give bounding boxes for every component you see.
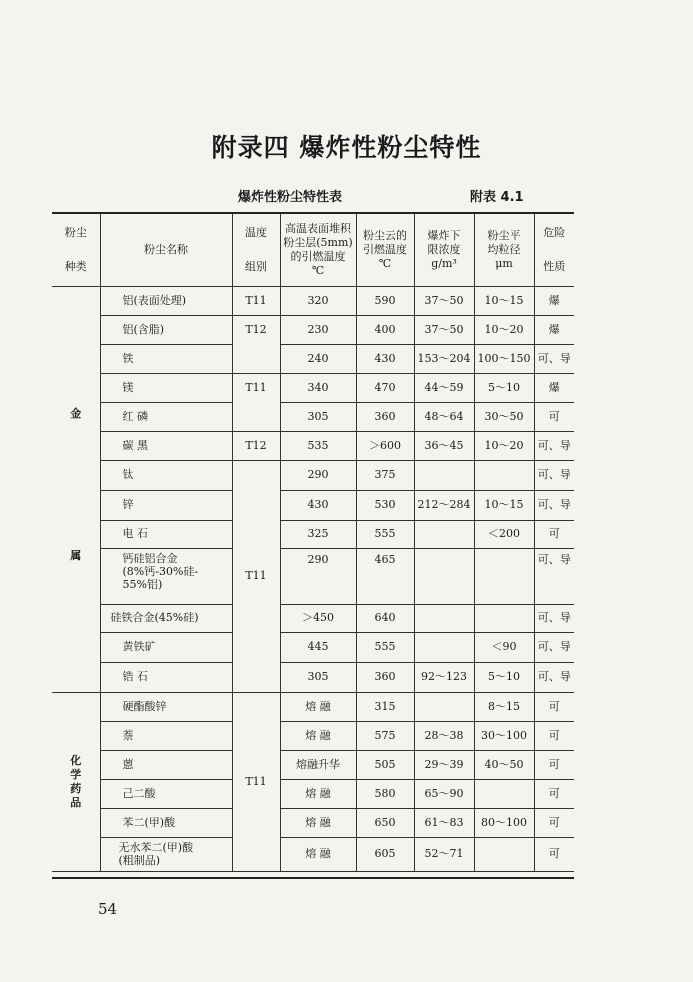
particle-size: 5～10 bbox=[474, 662, 534, 692]
page-title: 附录四 爆炸性粉尘特性 bbox=[211, 133, 482, 162]
dust-name: 钛 bbox=[100, 460, 232, 490]
hazard: 可 bbox=[534, 692, 574, 721]
hazard: 可、导 bbox=[534, 431, 574, 460]
particle-size bbox=[474, 460, 534, 490]
dust-name: 硅铁合金(45%硅) bbox=[100, 604, 232, 632]
particle-size: 40～50 bbox=[474, 750, 534, 779]
table-row bbox=[52, 779, 574, 808]
cloud-temp: 530 bbox=[356, 490, 414, 520]
dust-name: 萘 bbox=[100, 721, 232, 750]
temp-group: T11 bbox=[232, 460, 280, 692]
dust-name: 锆 石 bbox=[100, 662, 232, 692]
hazard: 可、导 bbox=[534, 604, 574, 632]
table-row bbox=[52, 750, 574, 779]
dust-properties-table bbox=[52, 214, 574, 872]
particle-size: 100～150 bbox=[474, 344, 534, 373]
cloud-temp: 315 bbox=[356, 692, 414, 721]
lower-limit bbox=[414, 604, 474, 632]
lower-limit bbox=[414, 520, 474, 548]
cloud-temp: 465 bbox=[356, 548, 414, 604]
cloud-temp: 605 bbox=[356, 837, 414, 871]
hazard: 可、导 bbox=[534, 662, 574, 692]
hazard: 可 bbox=[534, 721, 574, 750]
table-row bbox=[52, 490, 574, 520]
hazard: 可、导 bbox=[534, 460, 574, 490]
table-row bbox=[52, 344, 574, 373]
table-number: 附表 4.1 bbox=[470, 190, 524, 205]
particle-size: 10～20 bbox=[474, 431, 534, 460]
lower-limit bbox=[414, 692, 474, 721]
cloud-temp: 650 bbox=[356, 808, 414, 837]
lower-limit: 28～38 bbox=[414, 721, 474, 750]
particle-size: 10～20 bbox=[474, 315, 534, 344]
lower-limit bbox=[414, 460, 474, 490]
header-hazard: 危险 性质 bbox=[534, 214, 574, 286]
cloud-temp: 590 bbox=[356, 286, 414, 315]
lower-limit: 212～284 bbox=[414, 490, 474, 520]
layer-temp: 290 bbox=[280, 460, 356, 490]
table-row bbox=[52, 632, 574, 662]
particle-size: 80～100 bbox=[474, 808, 534, 837]
cloud-temp: 375 bbox=[356, 460, 414, 490]
hazard: 可 bbox=[534, 750, 574, 779]
header-name: 粉尘名称 bbox=[100, 214, 232, 286]
dust-name: 蒽 bbox=[100, 750, 232, 779]
particle-size bbox=[474, 779, 534, 808]
lower-limit: 36～45 bbox=[414, 431, 474, 460]
header-kind: 粉尘 种类 bbox=[52, 214, 100, 286]
table-row bbox=[52, 373, 574, 402]
category-chemical: 化 学 药 品 bbox=[52, 692, 100, 871]
hazard: 爆 bbox=[534, 315, 574, 344]
lower-limit: 61～83 bbox=[414, 808, 474, 837]
header-lower-limit: 爆炸下 限浓度 g/m³ bbox=[414, 214, 474, 286]
header-particle-size: 粉尘平 均粒径 μm bbox=[474, 214, 534, 286]
header-row bbox=[52, 214, 574, 286]
layer-temp: 445 bbox=[280, 632, 356, 662]
table-row bbox=[52, 721, 574, 750]
layer-temp: 230 bbox=[280, 315, 356, 344]
particle-size bbox=[474, 837, 534, 871]
cloud-temp: 580 bbox=[356, 779, 414, 808]
particle-size: 10～15 bbox=[474, 286, 534, 315]
layer-temp: 325 bbox=[280, 520, 356, 548]
layer-temp: 320 bbox=[280, 286, 356, 315]
hazard: 爆 bbox=[534, 286, 574, 315]
particle-size: 10～15 bbox=[474, 490, 534, 520]
cloud-temp: 430 bbox=[356, 344, 414, 373]
header-layer-ignition: 高温表面堆积 粉尘层(5mm) 的引燃温度 ℃ bbox=[280, 214, 356, 286]
particle-size: 8～15 bbox=[474, 692, 534, 721]
layer-temp: 熔 融 bbox=[280, 837, 356, 871]
lower-limit: 29～39 bbox=[414, 750, 474, 779]
layer-temp: 熔 融 bbox=[280, 692, 356, 721]
cloud-temp: 400 bbox=[356, 315, 414, 344]
layer-temp: 305 bbox=[280, 402, 356, 431]
table-row bbox=[52, 837, 574, 871]
hazard: 可 bbox=[534, 837, 574, 871]
hazard: 可 bbox=[534, 779, 574, 808]
hazard: 可、导 bbox=[534, 548, 574, 604]
layer-temp: 535 bbox=[280, 431, 356, 460]
dust-name: 铝(表面处理) bbox=[100, 286, 232, 315]
cloud-temp: 555 bbox=[356, 632, 414, 662]
lower-limit: 48～64 bbox=[414, 402, 474, 431]
table-bottom-rule bbox=[52, 877, 574, 879]
layer-temp: 熔 融 bbox=[280, 808, 356, 837]
dust-name: 铁 bbox=[100, 344, 232, 373]
cloud-temp: 470 bbox=[356, 373, 414, 402]
lower-limit: 52～71 bbox=[414, 837, 474, 871]
page-number: 54 bbox=[98, 900, 118, 918]
layer-temp: 340 bbox=[280, 373, 356, 402]
hazard: 可、导 bbox=[534, 632, 574, 662]
temp-group: T11 bbox=[232, 692, 280, 871]
layer-temp: 430 bbox=[280, 490, 356, 520]
dust-name: 苯二(甲)酸 bbox=[100, 808, 232, 837]
lower-limit: 92～123 bbox=[414, 662, 474, 692]
particle-size: ＜200 bbox=[474, 520, 534, 548]
temp-group: T11 bbox=[232, 373, 280, 431]
hazard: 可 bbox=[534, 808, 574, 837]
table-row bbox=[52, 808, 574, 837]
dust-name: 电 石 bbox=[100, 520, 232, 548]
table-row bbox=[52, 286, 574, 315]
particle-size bbox=[474, 604, 534, 632]
layer-temp: ＞450 bbox=[280, 604, 356, 632]
table-row bbox=[52, 460, 574, 490]
particle-size: ＜90 bbox=[474, 632, 534, 662]
cloud-temp: 640 bbox=[356, 604, 414, 632]
hazard: 爆 bbox=[534, 373, 574, 402]
dust-name: 碳 黑 bbox=[100, 431, 232, 460]
cloud-temp: 360 bbox=[356, 662, 414, 692]
lower-limit: 44～59 bbox=[414, 373, 474, 402]
hazard: 可 bbox=[534, 520, 574, 548]
table-row bbox=[52, 520, 574, 548]
dust-name: 钙硅铝合金 (8%钙-30%硅- 55%铝) bbox=[100, 548, 232, 604]
lower-limit: 37～50 bbox=[414, 315, 474, 344]
hazard: 可、导 bbox=[534, 490, 574, 520]
layer-temp: 熔融升华 bbox=[280, 750, 356, 779]
table-caption: 爆炸性粉尘特性表 bbox=[238, 190, 343, 205]
table-row bbox=[52, 548, 574, 604]
layer-temp: 305 bbox=[280, 662, 356, 692]
table-row bbox=[52, 692, 574, 721]
header-temp-group: 温度 组别 bbox=[232, 214, 280, 286]
dust-name: 锌 bbox=[100, 490, 232, 520]
particle-size: 5～10 bbox=[474, 373, 534, 402]
cloud-temp: 505 bbox=[356, 750, 414, 779]
layer-temp: 熔 融 bbox=[280, 721, 356, 750]
layer-temp: 240 bbox=[280, 344, 356, 373]
cloud-temp: 555 bbox=[356, 520, 414, 548]
particle-size: 30～50 bbox=[474, 402, 534, 431]
dust-name: 硬酯酸锌 bbox=[100, 692, 232, 721]
layer-temp: 290 bbox=[280, 548, 356, 604]
table-row bbox=[52, 402, 574, 431]
dust-name: 铝(含脂) bbox=[100, 315, 232, 344]
lower-limit: 65～90 bbox=[414, 779, 474, 808]
dust-name: 己二酸 bbox=[100, 779, 232, 808]
lower-limit bbox=[414, 548, 474, 604]
header-cloud-ignition: 粉尘云的 引燃温度 ℃ bbox=[356, 214, 414, 286]
category-metal: 金 属 bbox=[52, 286, 100, 692]
particle-size: 30～100 bbox=[474, 721, 534, 750]
table-row bbox=[52, 431, 574, 460]
table-row bbox=[52, 604, 574, 632]
dust-name: 无水苯二(甲)酸 (粗制品) bbox=[100, 837, 232, 871]
dust-name: 红 磷 bbox=[100, 402, 232, 431]
lower-limit: 37～50 bbox=[414, 286, 474, 315]
lower-limit: 153～204 bbox=[414, 344, 474, 373]
hazard: 可 bbox=[534, 402, 574, 431]
table-row bbox=[52, 315, 574, 344]
temp-group: T12 bbox=[232, 315, 280, 373]
hazard: 可、导 bbox=[534, 344, 574, 373]
temp-group: T12 bbox=[232, 431, 280, 460]
layer-temp: 熔 融 bbox=[280, 779, 356, 808]
table-row bbox=[52, 662, 574, 692]
cloud-temp: ＞600 bbox=[356, 431, 414, 460]
lower-limit bbox=[414, 632, 474, 662]
dust-name: 黄铁矿 bbox=[100, 632, 232, 662]
cloud-temp: 360 bbox=[356, 402, 414, 431]
dust-name: 镁 bbox=[100, 373, 232, 402]
cloud-temp: 575 bbox=[356, 721, 414, 750]
temp-group: T11 bbox=[232, 286, 280, 315]
particle-size bbox=[474, 548, 534, 604]
